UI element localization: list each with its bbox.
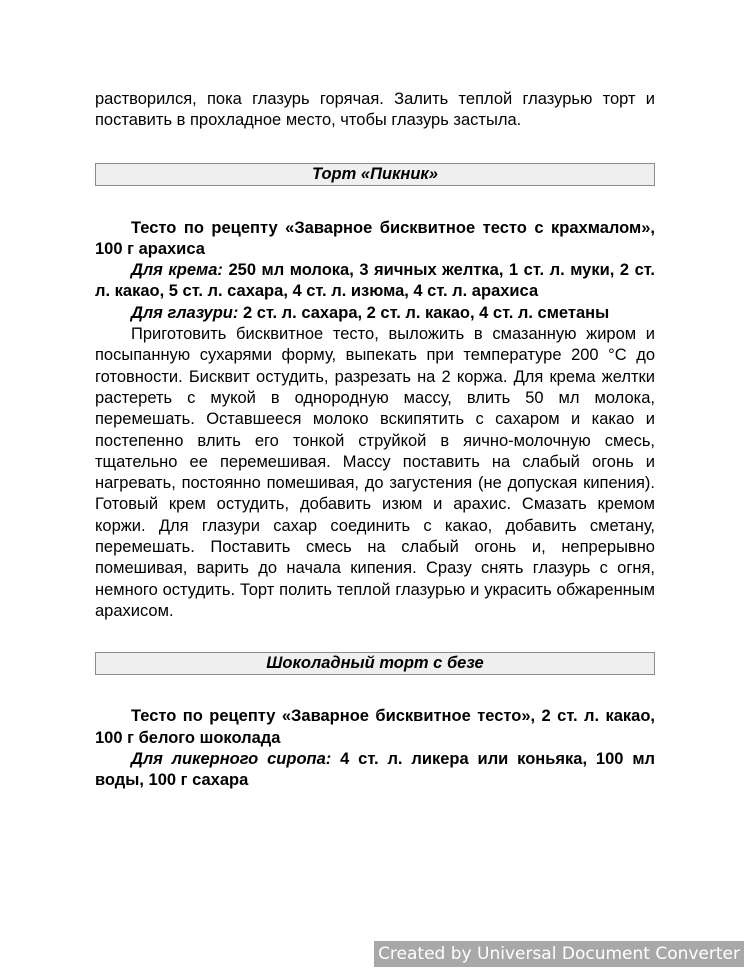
picnic-cream-text: 250 мл молока, 3 яичных желтка, 1 ст. л. муки, 2 ст. л. какао, 5 ст. л. сахара, 4 ст. л. изюма, 4 ст. л. арахиса xyxy=(95,261,655,301)
picnic-cream-paragraph xyxy=(95,260,655,303)
converter-watermark: Created by Universal Document Converter xyxy=(374,941,744,967)
recipe-title-chocolate-meringue: Шоколадный торт с безе xyxy=(95,652,655,675)
chocolate-ingredients: Тесто по рецепту «Заварное бисквитное тесто», 2 ст. л. какао, 100 г белого шоколада xyxy=(95,707,655,747)
picnic-glaze-text: 2 ст. л. сахара, 2 ст. л. какао, 4 ст. л. сметаны xyxy=(238,303,610,322)
chocolate-syrup-text: 4 ст. л. ликера или коньяка, 100 мл воды, 100 г сахара xyxy=(95,749,656,790)
document-page xyxy=(95,89,655,791)
picnic-glaze-label: Для глазури: xyxy=(131,303,239,322)
chocolate-syrup-label: Для ликерного сиропа: xyxy=(131,749,332,768)
picnic-ingredients: Тесто по рецепту «Заварное бисквитное тесто с крахмалом», 100 г арахиса xyxy=(95,218,655,258)
picnic-cream-label: Для крема: xyxy=(131,261,223,280)
recipe-title-picnic: Торт «Пикник» xyxy=(95,163,655,186)
chocolate-syrup-paragraph xyxy=(95,749,655,792)
intro-paragraph: растворился, пока глазурь горячая. Залить теплой глазурью торт и поставить в прохладное место, чтобы глазурь застыла. xyxy=(95,90,655,130)
picnic-instructions: Приготовить бисквитное тесто, выложить в смазанную жиром и посыпанную сухарями форму, выпекать при температуре 200 °С до готовности. Бисквит остудить, разрезать на 2 коржа. Для крема желтки растереть с мукой в однородную массу, влить 50 мл молока, перемешать. Оставшееся молоко вскипятить с сахаром и какао и постепенно влить его тонкой струйкой в яично-молочную смесь, тщательно ее перемешивая. Массу поставить на слабый огонь и нагревать, постоянно помешивая, до загустения (не допуская кипения). Готовый крем остудить, добавить изюм и арахис. Смазать кремом коржи. Для глазури сахар соединить с какао, добавить сметану, перемешать. Поставить смесь на слабый огонь и, непрерывно помешивая, варить до начала кипения. Сразу снять глазурь с огня, немного остудить. Торт полить теплой глазурью и украсить обжаренным арахисом. xyxy=(95,325,655,620)
picnic-glaze-paragraph xyxy=(95,303,655,324)
